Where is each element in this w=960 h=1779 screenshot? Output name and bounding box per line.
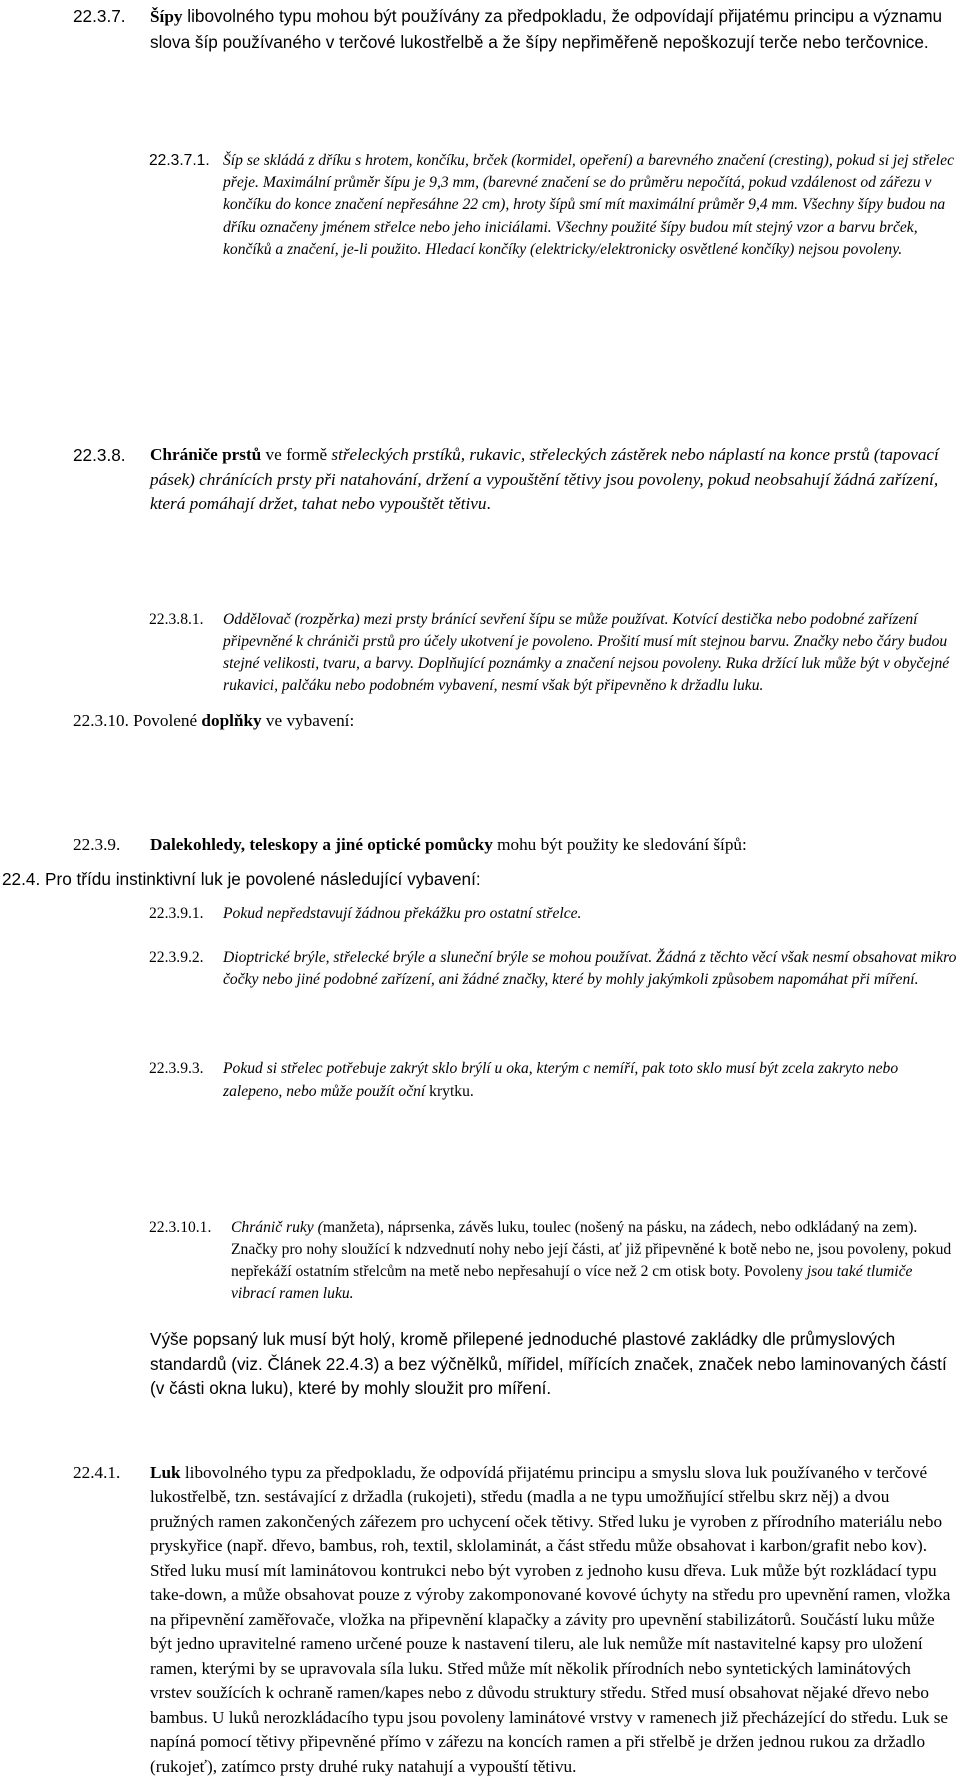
clause-number: 22.3.8.	[73, 445, 126, 466]
clause-text-plain: manžeta), náprsenka, závěs luku, toulec (nošený na pásku, na zádech, nebo odkládaný na zem). Značky pro nohy sloužící k ndzvednutí nohy nebo její části, ať již připevněné k botě nebo ne, jsou povoleny, pokud nepřekáží ostatním střelcům na metě nebo nepřesahují o více než 2 cm otisk	[231, 1218, 952, 1281]
clause-text: ve formě	[261, 445, 332, 465]
clause-22-3-7-1	[149, 150, 957, 261]
clause-22-3-9-1	[149, 903, 957, 925]
clause-text: Pokud si střelec potřebuje zakrýt sklo brýlí u oka, kterým c nemíří, pak toto sklo musí být zcela zakryto nebo zalepeno, nebo může použít oční	[223, 1060, 899, 1100]
clause-text: mohu být použity ke sledování šípů:	[492, 835, 747, 855]
clause-22-3-9-3	[149, 1058, 957, 1102]
clause-number: 22.3.8.1.	[149, 610, 204, 628]
clause-text: libovolného typu za předpokladu, že odpovídá přijatému principu a smyslu slova luk používaného v terčové lukostřelbě, tzn. sestávající z držadla (rukojeti), středu (madla a ne typu umožňující střelbu skrz něj) a dvou pružných ramen zakončených zářezem pro uchycení oček tětivy. Střed luku je vyroben z přírodního materiálu nebo pryskyřice (např. dřevo, bambus, roh, textil, sklolaminát, a část středu může obsahovat i karbon/grafit nebo kov). Střed luku musí mít laminátovou kontrukci nebo být vyroben z jednoho kusu dřeva. Luk může být rozkládací typu take-down, a může obsahovat pouze z výroby zakomponované kovové úchyty na středu pro upevnění ramen, vložka na připevnění zaměřovače, vložka na připevnění klapačky a závity pro upevnění stabilizátorů. Součástí luku může být jedno upravitelné rameno určené pouze k nastavení tileru, ale luk nemůže mít nastavitelné kapsy pro uložení ramen, kterými by se upravovala síla luku. Střed může mít několik přírodních nebo syntetických laminátových vrstev soužících k ochraně ramen/kapes nebo z důvodu struktury středu. Střed musí obsahovat nějaké dřevo nebo bambus. U luků nerozkládacího typu jsou povoleny laminátové vrstvy v ramenech již přecházející do středu. Luk se napíná pomocí tětivy připevněné přímo v zářezu na koncích ramen a při střelbě je držen jednou rukou za držadlo (rukojeť), zatímco prsty druhé ruky natahují a vypouští tětivu.	[150, 1462, 951, 1776]
section-number: 22.4.	[2, 869, 41, 889]
clause-22-3-8	[73, 443, 957, 517]
clause-number: 22.3.9.3.	[149, 1060, 204, 1078]
clause-text: Šíp se skládá z dříku s hrotem, končíku, brček (kormidel, opeření) a barevného značení (cresting), pokud si jej střelec přeje. Maximální průměr šípu je 9,3 mm, (barevné značení se do průměru nepočítá, pokud vzdálenost od zářezu v končíku do konce značení nepřesáhne 22 cm), hroty šípů smí mít maximální průměr 9,4 mm. Všechny šípy budou na dříku označeny jménem střelce nebo jeho iniciálami. Všechny použité šípy budou mít stejný vzor a barvu brček, končíků a značení, je-li použito. Hledací končíky (elektricky/elektronicky osvětlené končíky) nejsou povoleny.	[223, 152, 954, 258]
clause-text-plain-2: boty. Povoleny	[709, 1263, 807, 1281]
clause-text-end: jsou také tlumiče vibrací ramen luku.	[231, 1263, 913, 1303]
clause-number: 22.3.10.1.	[149, 1218, 212, 1236]
clause-22-3-10	[73, 709, 957, 734]
clause-22-3-10-1	[149, 1217, 957, 1306]
section-22-4	[2, 867, 952, 892]
section-title: Pro třídu instinktivní luk je povolené následující vybavení:	[40, 869, 481, 889]
clause-text-end: .	[486, 494, 491, 514]
clause-lead-term: doplňky	[201, 711, 262, 730]
clause-lead-term: Chrániče prstů	[150, 445, 262, 465]
clause-number: 22.3.9.2.	[149, 949, 204, 967]
clause-text: Oddělovač (rozpěrka) mezi prsty bránící sevření šípu se může používat. Kotvící destička nebo podobné zařízení připevněné k chrániči prstů pro účely ukotvení je povoleno. Prošití musí mít stejnou barvu. Značky nebo čáry budou stejné velikosti, tvaru, a barvy. Doplňující poznámky a značení nejsou povoleny. Ruka držící luk může být v obyčejné rukavici, palčáku nebo podobném vybavení, nesmí však být připevněno k držadlu luku.	[223, 610, 950, 695]
clause-lead-term: Dalekohledy, teleskopy a jiné optické pomůcky	[150, 835, 493, 855]
clause-22-4-1-paragraph-2: Výše popsaný luk musí být holý, kromě přilepené jednoduché plastové zakládky dle průmyslových standardů (viz. Článek 22.4.3) a bez výčnělků, mířidel, mířících značek, značek nebo laminovaných částí (v části okna luku), které by mohly sloužit pro míření.	[150, 1329, 947, 1398]
clause-text: Dioptrické brýle, střelecké brýle a sluneční brýle se mohou používat. Žádná z těchto věcí však nesmí obsahovat mikro čočky nebo jiné podobné zařízení, ani žádné značky, které by mohly jakýmkoli způsobem napomáhat při míření.	[223, 949, 957, 989]
clause-22-3-9	[73, 833, 957, 858]
clause-text-end: krytku.	[429, 1082, 474, 1100]
clause-22-3-9-2	[149, 947, 957, 991]
clause-22-3-7	[73, 4, 957, 55]
clause-text: Povolené	[133, 711, 202, 730]
clause-22-4-1	[73, 1461, 957, 1779]
clause-text: libovolného typu mohou být používány za předpokladu, že odpovídají přijatému principu a významu slova šíp používaného v terčové lukostřelbě a že šípy nepřiměřeně nepoškozují terče nebo terčovnice.	[150, 6, 943, 52]
clause-text-italic: střeleckých prstíků, rukavic, střeleckých zástěrek nebo náplastí na konce prstů (tapovací pásek) chránících prsty při natahování, držení a vypouštění tětivy jsou povoleny, pokud neobsahují žádná zařízení, která pomáhají držet, tahat nebo vypouštět tětivu	[150, 445, 939, 514]
clause-number: 22.3.7.1.	[149, 152, 210, 169]
clause-text-end: ve vybavení:	[261, 711, 355, 730]
clause-lead-term: Šípy	[150, 7, 183, 26]
clause-number: 22.3.9.	[73, 835, 121, 855]
clause-number: 22.4.1.	[73, 1462, 121, 1482]
clause-number: 22.3.9.1.	[149, 904, 204, 922]
clause-number: 22.3.10.	[73, 711, 129, 730]
clause-text: Chránič ruky (	[231, 1218, 323, 1236]
clause-number: 22.3.7.	[73, 6, 126, 26]
clause-lead-term: Luk	[150, 1462, 181, 1482]
clause-text: Pokud nepředstavují žádnou překážku pro ostatní střelce.	[223, 904, 582, 922]
clause-22-3-8-1	[149, 609, 957, 698]
